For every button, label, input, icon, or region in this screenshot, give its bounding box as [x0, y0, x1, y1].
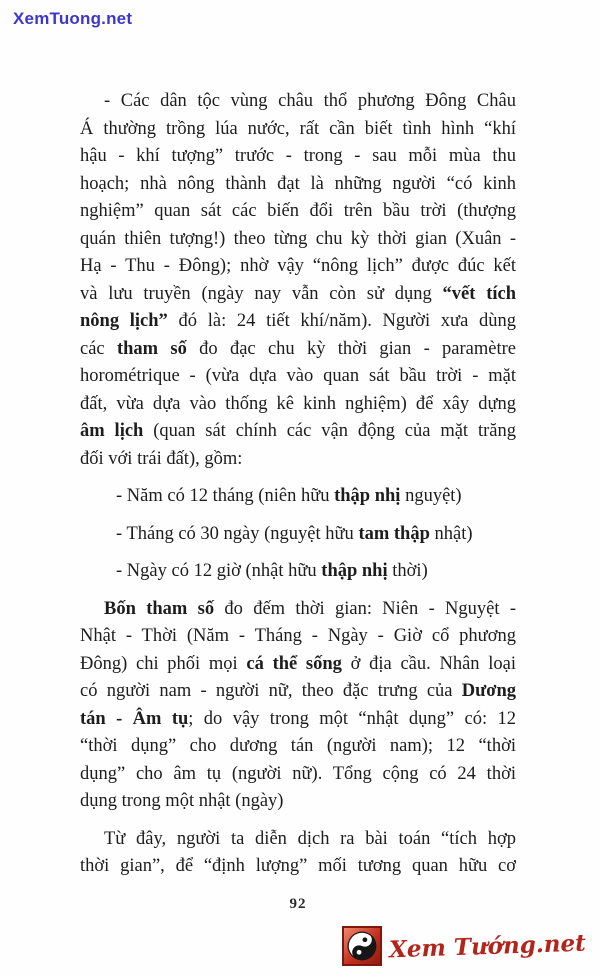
- text-run-bold: âm lịch: [80, 421, 144, 441]
- text-run: đó là: 24 tiết khí/năm). Người xưa dùng: [167, 311, 516, 331]
- text-run: Đông) chi phối mọi: [80, 653, 247, 674]
- text-line: [80, 733, 516, 761]
- text-run: ở địa cầu. Nhân loại: [341, 653, 516, 674]
- text-line: [80, 853, 516, 881]
- text-run: hoạch; nhà nông thành đạt là những người “có kinh: [80, 173, 516, 194]
- text-line: [80, 391, 516, 419]
- text-run: có người nam - người nữ, theo đặc trưng của: [80, 681, 462, 701]
- text-run: và lưu truyền (ngày nay vẫn còn sử dụng: [80, 283, 443, 304]
- text-run: đất, vừa dựa vào thống kê kinh nghiệm) để xây dựng: [80, 393, 516, 414]
- paragraph: [80, 521, 516, 549]
- text-line: [80, 596, 516, 624]
- paragraph: [80, 88, 516, 473]
- text-run: Hạ - Thu - Đông); nhờ vậy “nông lịch” được đúc kết: [80, 256, 516, 276]
- paragraph: [80, 483, 516, 511]
- text-run: - Ngày có 12 giờ (nhật hữu: [116, 561, 322, 581]
- page-text: [80, 88, 516, 881]
- text-run: hậu - khí tượng” trước - trong - sau mỗi mùa thu: [80, 146, 516, 166]
- text-run: (quan sát chính các vận động của mặt trăng: [143, 421, 516, 441]
- text-run-bold: Bốn tham số: [104, 598, 215, 619]
- paragraph: [80, 826, 516, 881]
- text-run: “thời dụng” cho dương tán (người nam); 12 “thời: [80, 736, 516, 756]
- text-line: [80, 483, 516, 511]
- text-line: [80, 253, 516, 281]
- text-run: đối với trái đất), gồm:: [80, 448, 243, 469]
- text-run-bold: Dương: [461, 681, 516, 701]
- paragraph: [80, 596, 516, 816]
- paragraph: [80, 558, 516, 586]
- text-line: [80, 363, 516, 391]
- logo-text: Xem Tướng.net: [388, 929, 587, 963]
- yin-yang-icon: [342, 926, 382, 966]
- text-run: các: [80, 338, 117, 359]
- site-logo: [342, 926, 586, 966]
- text-line: [80, 446, 516, 474]
- text-run: dụng trong một nhật (ngày): [80, 791, 284, 811]
- text-line: [80, 521, 516, 549]
- text-line: [80, 308, 516, 336]
- text-run-bold: cá thể sống: [246, 653, 342, 674]
- text-run: - Các dân tộc vùng châu thổ phương Đông Châu: [104, 91, 516, 111]
- text-line: [80, 558, 516, 586]
- text-run: đo đạc chu kỳ thời gian - paramètre: [186, 338, 516, 359]
- text-run: Từ đây, người ta diễn dịch ra bài toán “tích hợp: [104, 828, 516, 849]
- text-line: [80, 281, 516, 309]
- text-line: [80, 418, 516, 446]
- text-run: - Tháng có 30 ngày (nguyệt hữu: [116, 523, 359, 544]
- text-line: [80, 678, 516, 706]
- text-run: nguyệt): [400, 486, 462, 506]
- text-line: [80, 88, 516, 116]
- text-line: [80, 198, 516, 226]
- text-run: thời): [387, 561, 428, 581]
- text-run: đo đếm thời gian: Niên - Nguyệt -: [214, 598, 516, 619]
- text-line: [80, 336, 516, 364]
- text-run: dụng” cho âm tụ (người nữ). Tổng cộng có 24 thời: [80, 763, 516, 784]
- text-run: horométrique - (vừa dựa vào quan sát bầu trời - mặt: [80, 366, 516, 386]
- text-run-bold: tham số: [116, 338, 187, 359]
- text-run-bold: tán - Âm tụ: [80, 708, 189, 729]
- text-line: [80, 226, 516, 254]
- page-number: 92: [289, 896, 307, 912]
- text-run: Nhật - Thời (Năm - Tháng - Ngày - Giờ cổ phương: [80, 626, 516, 646]
- text-run: ; do vậy trong một “nhật dụng” có: 12: [188, 708, 516, 729]
- text-run: quán thiên tượng!) theo từng chu kỳ thời gian (Xuân -: [80, 228, 516, 249]
- text-line: [80, 826, 516, 854]
- text-line: [80, 143, 516, 171]
- text-line: [80, 171, 516, 199]
- text-run-bold: tam thập: [358, 523, 430, 544]
- text-line: [80, 761, 516, 789]
- watermark-text: XemTuong.net: [13, 9, 133, 28]
- text-line: [80, 116, 516, 144]
- text-run: nghiệm” quan sát các biến đổi trên bầu trời (thượng: [80, 201, 516, 221]
- text-line: [80, 706, 516, 734]
- text-line: [80, 788, 516, 816]
- text-run: nhật): [429, 523, 473, 544]
- text-run: - Năm có 12 tháng (niên hữu: [116, 486, 335, 506]
- text-run-bold: nông lịch”: [80, 311, 168, 331]
- text-run-bold: thập nhị: [321, 561, 388, 581]
- text-run: Á thường trồng lúa nước, rất cần biết tình hình “khí: [80, 118, 516, 139]
- text-run-bold: thập nhị: [334, 486, 401, 506]
- text-run: thời gian”, để “định lượng” mối tương quan hữu cơ: [80, 856, 516, 876]
- text-line: [80, 623, 516, 651]
- text-line: [80, 651, 516, 679]
- text-run-bold: “vết tích: [442, 283, 516, 304]
